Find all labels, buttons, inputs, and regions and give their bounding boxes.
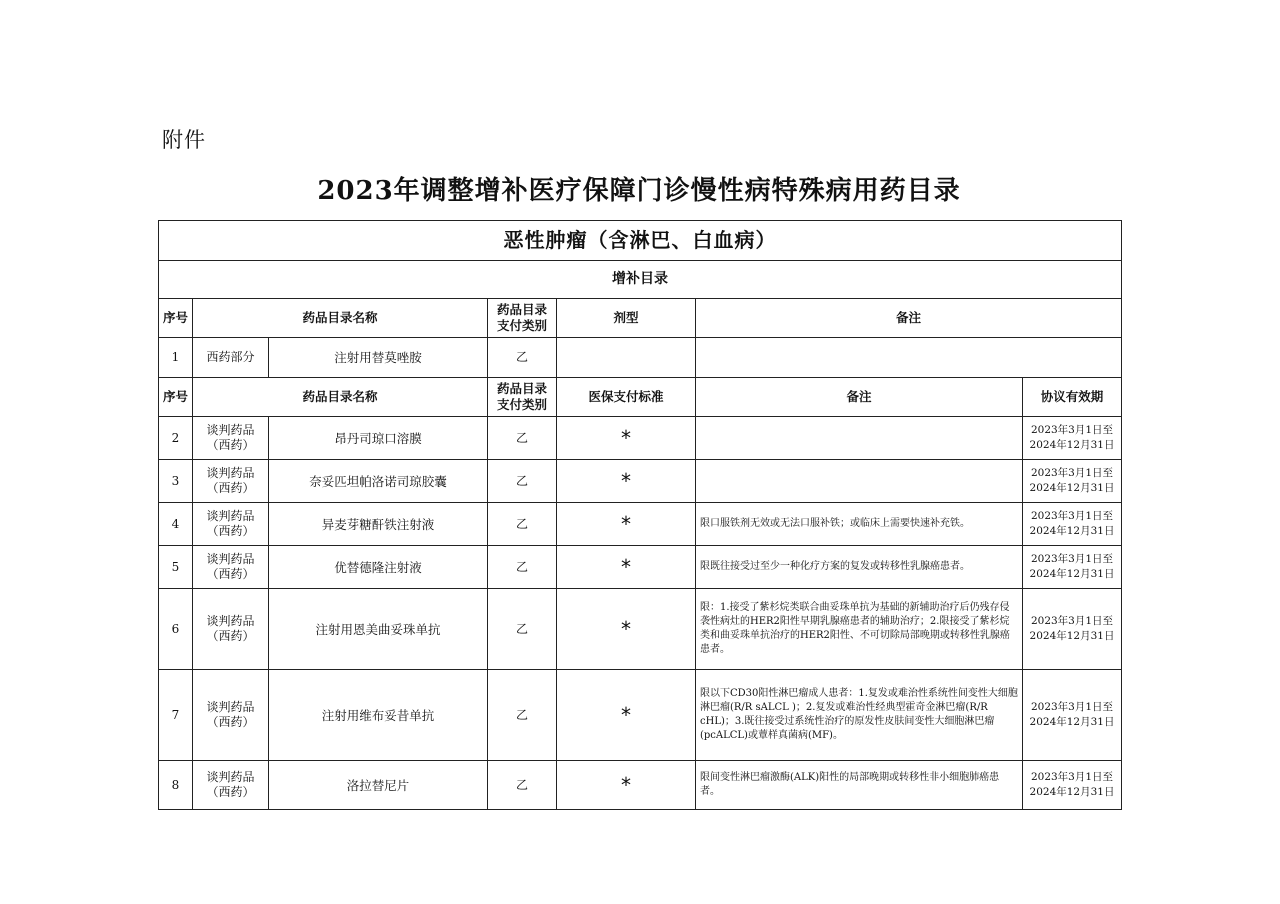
row-type [193, 460, 269, 503]
row-seq: 5 [159, 546, 193, 589]
row-validity-start: 2023年3月1日至 [1030, 424, 1114, 436]
document-title: 2023年调整增补医疗保障门诊慢性病特殊病用药目录 [317, 176, 961, 206]
row-pay-standard: * [557, 503, 696, 546]
table-row [159, 546, 1122, 589]
row-type [193, 417, 269, 460]
row-validity-start: 2023年3月1日至 [1030, 553, 1114, 565]
row-seq: 7 [159, 670, 193, 761]
row-part: 西药部分 [193, 338, 269, 378]
row-pay-standard: * [557, 761, 696, 810]
row-seq: 8 [159, 761, 193, 810]
header-pay-standard: 医保支付标准 [557, 378, 696, 417]
row-type [193, 503, 269, 546]
row-dosage-form [557, 338, 696, 378]
header-row-2 [159, 378, 1122, 417]
header-pay-category [488, 299, 557, 338]
header-pay-category [488, 378, 557, 417]
subsection-title: 增补目录 [159, 261, 1122, 299]
header-pay-category-line1: 药品目录 [496, 381, 547, 396]
row-validity-end: 2024年12月31日 [1029, 630, 1115, 642]
row-type [193, 761, 269, 810]
row-drug-name: 昂丹司琼口溶膜 [269, 417, 488, 460]
row-validity-end: 2024年12月31日 [1029, 525, 1115, 537]
row-category: 乙 [488, 338, 557, 378]
header-drug-name: 药品目录名称 [193, 299, 488, 338]
row-remarks [696, 417, 1023, 460]
row-type-line1: 谈判药品 [206, 423, 255, 437]
row-seq: 4 [159, 503, 193, 546]
section-title-row [159, 221, 1122, 261]
row-remarks: 限间变性淋巴瘤激酶(ALK)阳性的局部晚期或转移性非小细胞肺癌患者。 [696, 761, 1023, 810]
drug-catalog-table [158, 220, 1122, 810]
section-title: 恶性肿瘤（含淋巴、白血病） [159, 221, 1122, 261]
row-type-line2: （西药） [206, 567, 255, 581]
row-type [193, 546, 269, 589]
row-type-line2: （西药） [206, 629, 255, 643]
row-drug-name: 注射用替莫唑胺 [269, 338, 488, 378]
row-remarks: 限既往接受过至少一种化疗方案的复发或转移性乳腺癌患者。 [696, 546, 1023, 589]
row-type-line2: （西药） [206, 481, 255, 495]
header-pay-category-line1: 药品目录 [496, 302, 547, 317]
table-row [159, 417, 1122, 460]
row-type-line2: （西药） [206, 715, 255, 729]
row-validity-end: 2024年12月31日 [1029, 439, 1115, 451]
row-validity [1023, 417, 1122, 460]
table-row [159, 338, 1122, 378]
row-validity [1023, 503, 1122, 546]
header-row-1 [159, 299, 1122, 338]
row-category: 乙 [488, 589, 557, 670]
header-drug-name: 药品目录名称 [193, 378, 488, 417]
table-row [159, 503, 1122, 546]
row-drug-name: 奈妥匹坦帕洛诺司琼胶囊 [269, 460, 488, 503]
row-validity [1023, 761, 1122, 810]
row-category: 乙 [488, 670, 557, 761]
header-dosage-form: 剂型 [557, 299, 696, 338]
row-type-line1: 谈判药品 [206, 700, 255, 714]
row-validity [1023, 589, 1122, 670]
row-type-line1: 谈判药品 [206, 466, 255, 480]
header-validity: 协议有效期 [1023, 378, 1122, 417]
row-seq: 6 [159, 589, 193, 670]
row-pay-standard: * [557, 546, 696, 589]
row-seq: 3 [159, 460, 193, 503]
attachment-label: 附件 [162, 128, 206, 152]
row-validity-start: 2023年3月1日至 [1030, 701, 1114, 713]
row-validity [1023, 546, 1122, 589]
row-type-line2: （西药） [206, 438, 255, 452]
table-row [159, 460, 1122, 503]
row-validity [1023, 670, 1122, 761]
row-category: 乙 [488, 417, 557, 460]
row-type [193, 589, 269, 670]
row-type-line1: 谈判药品 [206, 770, 255, 784]
header-remarks: 备注 [696, 299, 1122, 338]
row-validity-start: 2023年3月1日至 [1030, 510, 1114, 522]
header-seq: 序号 [159, 378, 193, 417]
row-drug-name: 洛拉替尼片 [269, 761, 488, 810]
row-validity-start: 2023年3月1日至 [1030, 615, 1114, 627]
row-drug-name: 异麦芽糖酐铁注射液 [269, 503, 488, 546]
subsection-title-row [159, 261, 1122, 299]
row-validity-end: 2024年12月31日 [1029, 786, 1115, 798]
header-seq: 序号 [159, 299, 193, 338]
row-type-line1: 谈判药品 [206, 552, 255, 566]
header-pay-category-line2: 支付类别 [496, 318, 547, 333]
row-drug-name: 注射用恩美曲妥珠单抗 [269, 589, 488, 670]
row-drug-name: 优替德隆注射液 [269, 546, 488, 589]
row-remarks: 限口服铁剂无效或无法口服补铁；或临床上需要快速补充铁。 [696, 503, 1023, 546]
row-remarks: 限以下CD30阳性淋巴瘤成人患者：1.复发或难治性系统性间变性大细胞淋巴瘤(R/R sALCL )；2.复发或难治性经典型霍奇金淋巴瘤(R/R cHL)；3.既往接受过系统性治疗的原发性皮肤间变性大细胞淋巴瘤(pcALCL)或蕈样真菌病(MF)。 [696, 670, 1023, 761]
row-category: 乙 [488, 503, 557, 546]
row-validity-start: 2023年3月1日至 [1030, 771, 1114, 783]
header-remarks: 备注 [696, 378, 1023, 417]
row-validity-start: 2023年3月1日至 [1030, 467, 1114, 479]
row-remarks [696, 460, 1023, 503]
row-validity-end: 2024年12月31日 [1029, 568, 1115, 580]
row-remarks [696, 338, 1122, 378]
table-row [159, 589, 1122, 670]
row-pay-standard: * [557, 417, 696, 460]
table-row [159, 670, 1122, 761]
table-row [159, 761, 1122, 810]
row-drug-name: 注射用维布妥昔单抗 [269, 670, 488, 761]
row-type-line1: 谈判药品 [206, 614, 255, 628]
row-type [193, 670, 269, 761]
row-validity-end: 2024年12月31日 [1029, 482, 1115, 494]
row-validity-end: 2024年12月31日 [1029, 716, 1115, 728]
row-category: 乙 [488, 761, 557, 810]
row-remarks: 限：1.接受了紫杉烷类联合曲妥珠单抗为基础的新辅助治疗后仍残存侵袭性病灶的HER2阳性早期乳腺癌患者的辅助治疗；2.限接受了紫杉烷类和曲妥珠单抗治疗的HER2阳性、不可切除局部晚期或转移性乳腺癌患者。 [696, 589, 1023, 670]
row-seq: 1 [159, 338, 193, 378]
header-pay-category-line2: 支付类别 [496, 397, 547, 412]
row-category: 乙 [488, 460, 557, 503]
row-type-line2: （西药） [206, 785, 255, 799]
row-category: 乙 [488, 546, 557, 589]
row-pay-standard: * [557, 589, 696, 670]
row-type-line2: （西药） [206, 524, 255, 538]
row-seq: 2 [159, 417, 193, 460]
row-type-line1: 谈判药品 [206, 509, 255, 523]
row-validity [1023, 460, 1122, 503]
row-pay-standard: * [557, 460, 696, 503]
row-pay-standard: * [557, 670, 696, 761]
